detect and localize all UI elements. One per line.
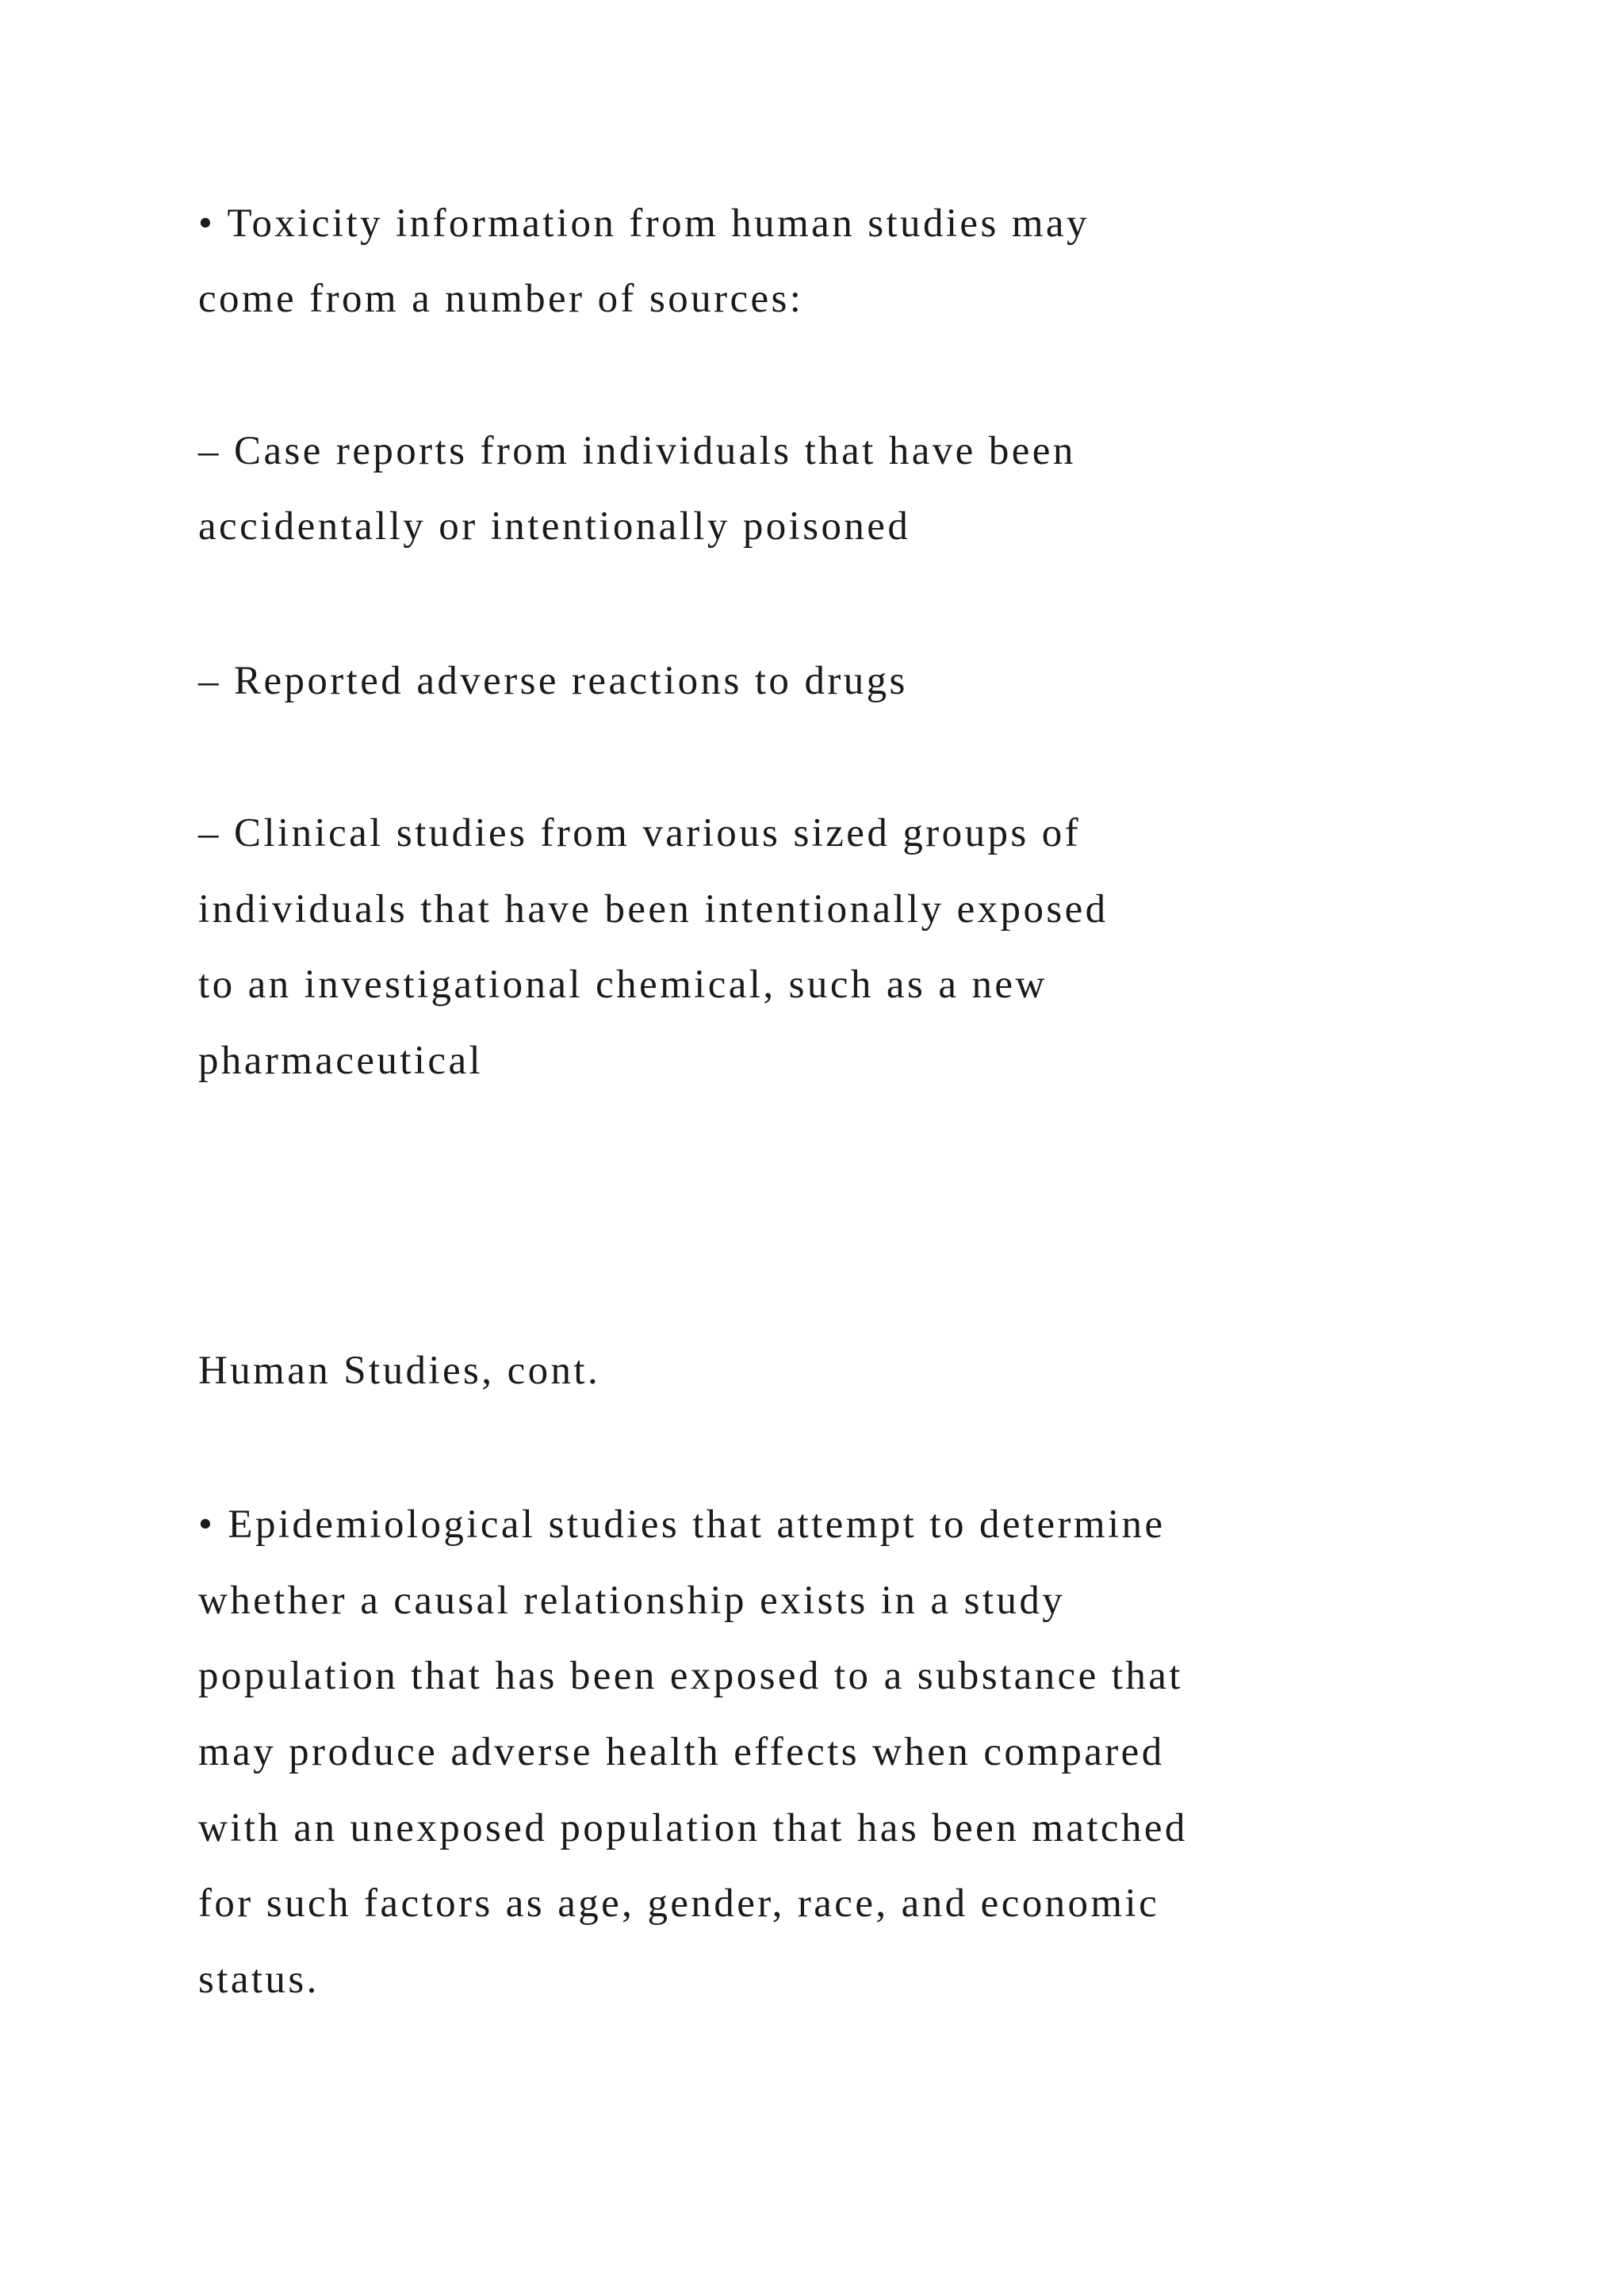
- paragraph-line: for such factors as age, gender, race, and economic: [198, 1881, 1160, 1926]
- paragraph-line: status.: [198, 1957, 320, 2002]
- paragraph-line: whether a causal relationship exists in a study: [198, 1578, 1066, 1623]
- paragraph-line: with an unexposed population that has been matched: [198, 1806, 1188, 1850]
- section-heading: Human Studies, cont.: [198, 1349, 601, 1393]
- paragraph-line: come from a number of sources:: [198, 277, 804, 321]
- paragraph-line: – Clinical studies from various sized groups of: [198, 811, 1082, 855]
- paragraph-line: to an investigational chemical, such as a new: [198, 962, 1048, 1007]
- paragraph-line: accidentally or intentionally poisoned: [198, 504, 911, 549]
- paragraph-line: pharmaceutical: [198, 1039, 484, 1083]
- paragraph-line: – Case reports from individuals that have been: [198, 429, 1076, 473]
- paragraph-line: may produce adverse health effects when compared: [198, 1730, 1165, 1774]
- paragraph-line: • Epidemiological studies that attempt to determine: [198, 1502, 1166, 1547]
- paragraph-line: • Toxicity information from human studies may: [198, 201, 1090, 246]
- paragraph-line: population that has been exposed to a substance that: [198, 1654, 1183, 1698]
- paragraph-line: individuals that have been intentionally exposed: [198, 887, 1109, 932]
- paragraph-line: – Reported adverse reactions to drugs: [198, 659, 908, 703]
